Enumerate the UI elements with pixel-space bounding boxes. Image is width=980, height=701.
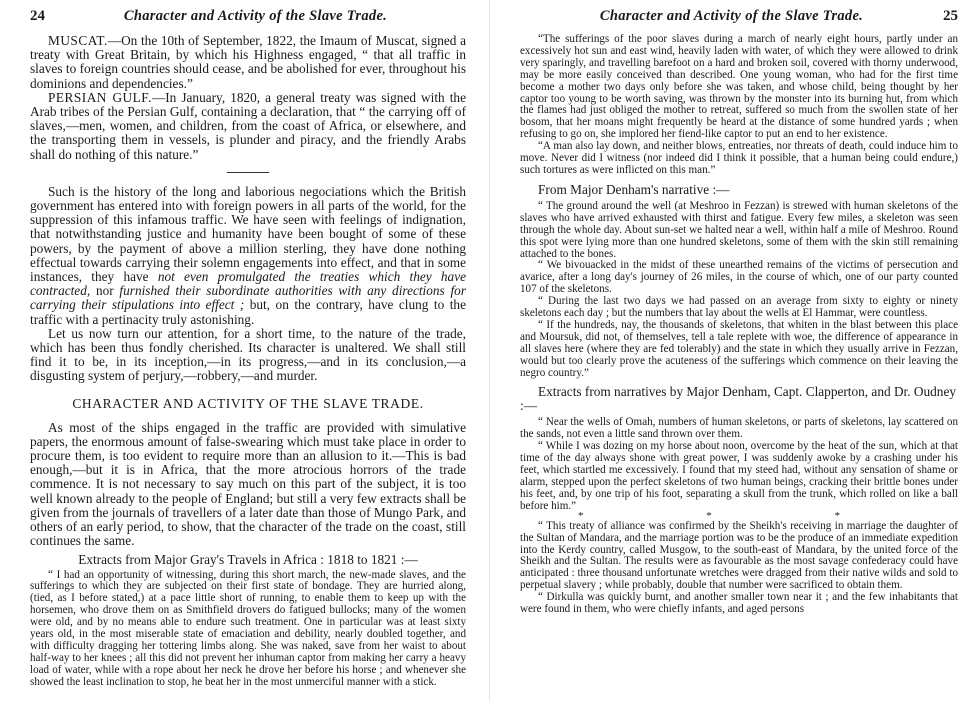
muscat-heading: MUSCAT.	[48, 33, 108, 48]
narratives-heading: Extracts from narratives by Major Denham, Capt. Clapperton, and Dr. Oudney :—	[520, 384, 957, 414]
running-head-title: Character and Activity of the Slave Trade.	[123, 8, 388, 24]
paragraph-text: nor	[90, 283, 120, 299]
quote-paragraph: “ We bivouacked in the midst of these unearthed remains of the victims of persecution and avarice, after a long day's journey of 26 miles, in the course of which, one of our party counted 107 of the skeletons.	[520, 259, 958, 296]
paragraph-text: but, on the contrary, have clung to the traffic with a pertinacity truly astonishing.	[30, 297, 466, 327]
negociations-paragraph	[30, 185, 466, 327]
gray-quote: “ I had an opportunity of witnessing, during this short march, the new-made slaves, and the sufferings to which they are subjected on their first state of bondage. They are hurried along, (tied, as I before stated,) at a pace little short of running, to enable them to keep up with the horsemen, who drove them on as Smithfield drovers do fatigued bullocks; many of the women were old, and by no means able to endure such treatment. One in particular was at least sixty years old, in the most miserable state of emaciation and debility, nearly doubled together, and with difficulty dragging her tottering limbs along. She was naked, save from her waist to about half-way to her knees ; all this did not prevent her inhuman captor from making her carry a heavy load of water, while with a rope about her neck he drove her before his horse ; and whenever she showed the least inclination to stop, he beat her in the most unmerciful manner with a stick.	[30, 568, 466, 688]
persian-gulf-heading: PERSIAN GULF.	[48, 89, 152, 105]
trade-nature-paragraph: Let us now turn our attention, for a short time, to the nature of the trade, which has been thus fondly cherished. Its character is unaltered. We shall still find it to be, in its inception,—in its progress,—and in its conclusion,—a disgusting system of perjury,—robbery,—and murder.	[30, 325, 466, 384]
muscat-text: —On the 10th of September, 1822, the Imaum of Muscat, signed a treaty with Great Britain, by which his Highness engaged, “ that all traffic in slaves to foreign countries should cease, and be abolished for ever, throughout his dominions and dependencies.”	[30, 33, 466, 91]
quote-paragraph: “ The ground around the well (at Meshroo in Fezzan) is strewed with human skeletons of the slaves who have arrived exhausted with thirst and fatigue. Every few miles, a skeleton was seen through the whole day. About sun-set we halted near a well, within half a mile of Meshroo. Round this spot were lying more than one hundred skeletons, some of them with the skin still remaining attached to the bones.	[520, 199, 958, 260]
italic-text: not even promulgated the treaties which they have contracted,	[30, 269, 466, 299]
quote-paragraph: “ During the last two days we had passed on an average from sixty to eighty or ninety skeletons each day ; but the numbers that lay about the wells at El Hammar, were countless.	[520, 295, 958, 320]
persian-gulf-paragraph	[30, 91, 466, 162]
quote-paragraph: “ While I was dozing on my horse about noon, overcome by the heat of the sun, which at that time of the day always shone with great power, I was suddenly awoke by a crashing under his feet, which startled me excessively. I found that my steed had, without any sensation of shame or alarm, stepped upon the perfect skeletons of two human beings, cracking their brittle bones under his feet, and, by one trip of his foot, separating a skull from the trunk, which rolled on like a ball before him.”	[520, 440, 958, 512]
denham-heading: From Major Denham's narrative :—	[538, 181, 730, 197]
section-stars: * * *	[578, 509, 900, 522]
quote-paragraph: “ This treaty of alliance was confirmed by the Sheikh's receiving in marriage the daughter of the Sultan of Mandara, and the marriage portion was to be the produce of an immediate expedition into the Kerdy country, called Musgow, to the south-east of Mandara, by the united force of the Sheikh and the Sultan. The results were as favourable as the most savage confederacy could have anticipated : three thousand unfortunate wretches were dragged from their native wilds and sold to perpetual slavery ; while probably, double that number were sacrificed to obtain them.	[520, 519, 958, 592]
running-head-title: Character and Activity of the Slave Trade.	[599, 8, 864, 24]
quote-paragraph: “ If the hundreds, nay, the thousands of skeletons, that whiten in the blast between this place and Moursuk, did not, of themselves, tell a tale replete with woe, the difference of appearance in all slaves here (where they are fed tolerably) and the state in which they usually arrive in Fezzan, would but too clearly prove the acuteness of the sufferings which commence on their leaving the negro country.”	[520, 318, 958, 379]
page-number: 24	[30, 8, 45, 24]
gray-extract-heading: Extracts from Major Gray's Travels in Africa : 1818 to 1821 :—	[78, 551, 418, 567]
quote-paragraph: “ Near the wells of Omah, numbers of human skeletons, or parts of skeletons, lay scattered on the sands, not even a little sand thrown over them.	[520, 416, 958, 441]
muscat-paragraph	[30, 34, 466, 91]
quote-paragraph: “ Dirkulla was quickly burnt, and another smaller town near it ; and the few inhabitants that were found in them, who were chiefly infants, and aged persons	[520, 591, 958, 616]
italic-text: furnished their subordinate authorities with any directions for carrying their stipulations into effect ;	[30, 283, 466, 313]
right-running-head	[520, 8, 958, 34]
section-rule	[227, 172, 269, 173]
persian-gulf-text: —In January, 1820, a general treaty was signed with the Arab tribes of the Persian Gulf, containing a declaration, that “ the carrying off of slaves,—men, women, and children, from the coast of Africa, or elsewhere, and the transporting them in vessels, is plunder and piracy, and the friendly Arabs shall do nothing of this nature.”	[30, 89, 466, 162]
left-running-head	[30, 8, 466, 34]
paragraph-text: Such is the history of the long and laborious negociations which the British government has entered into with foreign powers in all parts of the world, for the suppression of this infamous traffic. We have seen with feelings of indignation, that notwithstanding justice and humanity have been bought of some of these powers, by the payment of above a million sterling, they have done nothing effectual towards carrying their solemn engagements into effect, and that in some instances, they have	[30, 183, 466, 285]
right-page	[490, 0, 980, 701]
section-heading: CHARACTER AND ACTIVITY OF THE SLAVE TRADE.	[72, 395, 424, 411]
quote-paragraph: “A man also lay down, and neither blows, entreaties, nor threats of death, could induce him to move. Never did I witness (nor indeed did I think it possible, that a human being could endure,) such tortures as were inflicted on this man.”	[520, 140, 958, 176]
false-swearing-paragraph: As most of the ships engaged in the traffic are provided with simulative papers, the enormous amount of false-swearing which must take place in order to procure them, is too evident to require more than an allusion to it.—This is bad enough,—but it is in Africa, that the more atrocious horrors of the trade commence. It is not necessary to say much on this part of the subject, it is too well known already to the people of England; but still a very few extracts shall be given from the journals of travellers of a later date than those of Mungo Park, and others of an early period, to show, that the character of the trade on the coast, still continues the same.	[30, 419, 466, 549]
page-number: 25	[943, 8, 958, 24]
quote-paragraph: “The sufferings of the poor slaves during a march of nearly eight hours, partly under an excessively hot sun and east wind, heavily laden with water, of which they were allowed to drink very sparingly, and travelling barefoot on a hard and broken soil, covered with thorny underwood, may be more easily conceived than described. One young woman, who had for the first time become a mother two days only before she was taken, and whose child, being thought by her captor too young to be worth saving, was thrown by the monster into its burning hut, from which the flames had just obliged the mother to retreat, suffered so much from the swollen state of her bosom, that her moans might frequently be heard at the distance of some hundred yards ; when refusing to go on, she implored her fiend-like captor to put an end to her existence.	[520, 33, 958, 141]
